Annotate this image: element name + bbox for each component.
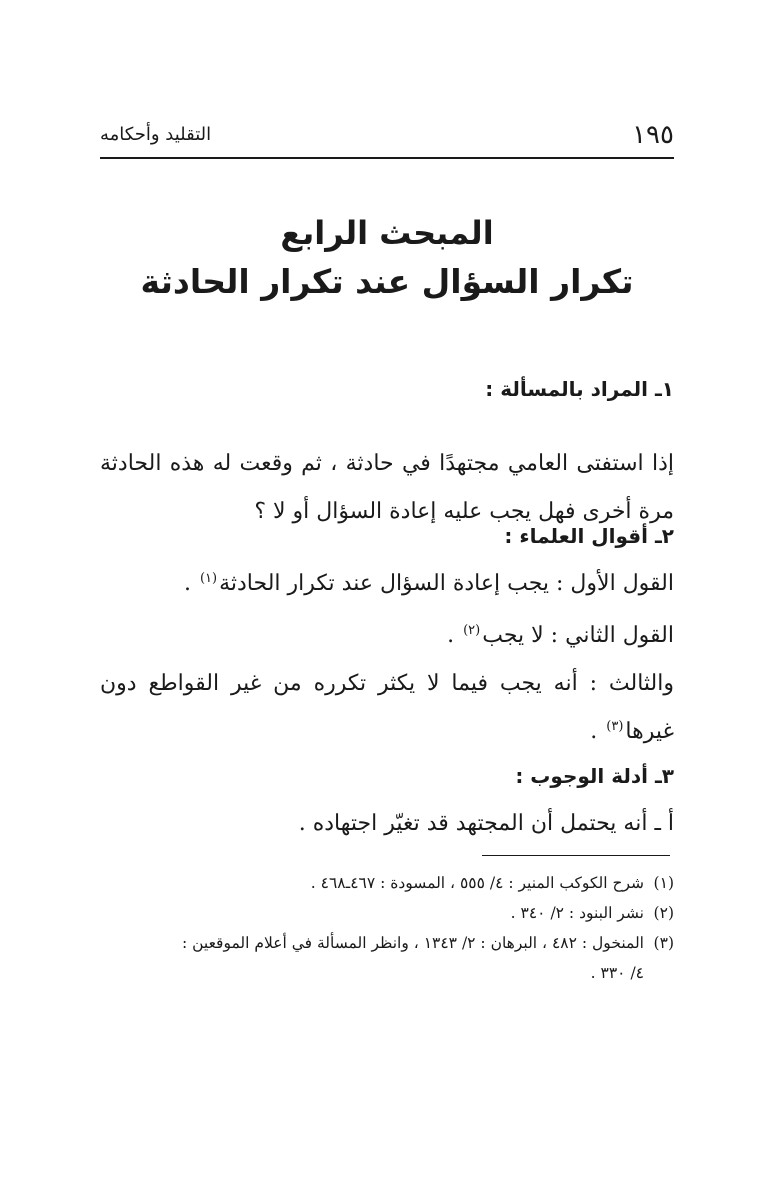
- footnote-text: شرح الكوكب المنير : ٤/ ٥٥٥ ، المسودة : ٤٦٧ـ٤٦٨ .: [310, 874, 644, 892]
- footnotes: [100, 868, 674, 988]
- footnote-ref-2[interactable]: (٢): [463, 622, 481, 638]
- section-heading-2: ٢ـ أقوال العلماء :: [504, 524, 674, 548]
- chapter-title: المبحث الرابع: [280, 214, 494, 252]
- first-opinion: [100, 560, 674, 608]
- first-opinion-text: القول الأول : يجب إعادة السؤال عند تكرار الحادثة: [219, 571, 674, 596]
- third-opinion: [100, 660, 674, 756]
- page-number: ١٩٥: [632, 120, 674, 150]
- footnote-ref-1[interactable]: (١): [199, 570, 218, 586]
- chapter-subtitle: تكرار السؤال عند تكرار الحادثة: [140, 262, 634, 301]
- footnote-text: المنخول : ٤٨٢ ، البرهان : ٢/ ١٣٤٣ ، وانظر المسألة في أعلام الموقعين :: [181, 934, 644, 952]
- first-opinion-end: .: [183, 571, 198, 596]
- second-opinion: [100, 612, 674, 660]
- footnote-number: (٢): [653, 904, 674, 922]
- footnote-separator: [482, 855, 670, 856]
- page-header: [100, 120, 674, 156]
- footnote-3-continuation: ٤/ ٣٣٠ .: [590, 964, 644, 982]
- header-rule: [100, 157, 674, 159]
- footnote-1: [100, 868, 674, 898]
- running-title: التقليد وأحكامه: [100, 124, 212, 145]
- footnote-2: [100, 898, 674, 928]
- footnote-text: نشر البنود : ٢/ ٣٤٠ .: [510, 904, 644, 922]
- second-opinion-end: .: [447, 623, 462, 648]
- third-opinion-text: والثالث : أنه يجب فيما لا يكثر تكرره من غير القواطع دون غيرها: [100, 671, 674, 744]
- footnote-number: (١): [653, 874, 674, 892]
- section-heading-1: ١ـ المراد بالمسألة :: [485, 377, 674, 401]
- third-opinion-end: .: [590, 719, 605, 744]
- second-opinion-text: القول الثاني : لا يجب: [482, 623, 674, 648]
- section-heading-3: ٣ـ أدلة الوجوب :: [515, 764, 674, 788]
- footnote-3: [100, 928, 674, 958]
- section-1-paragraph: إذا استفتى العامي مجتهدًا في حادثة ، ثم وقعت له هذه الحادثة مرة أخرى فهل يجب عليه إعادة السؤال أو لا ؟: [100, 451, 674, 524]
- footnote-number: (٣): [653, 934, 674, 952]
- evidence-a: أ ـ أنه يحتمل أن المجتهد قد تغيّر اجتهاده .: [298, 811, 674, 836]
- footnote-ref-3[interactable]: (٣): [606, 718, 624, 734]
